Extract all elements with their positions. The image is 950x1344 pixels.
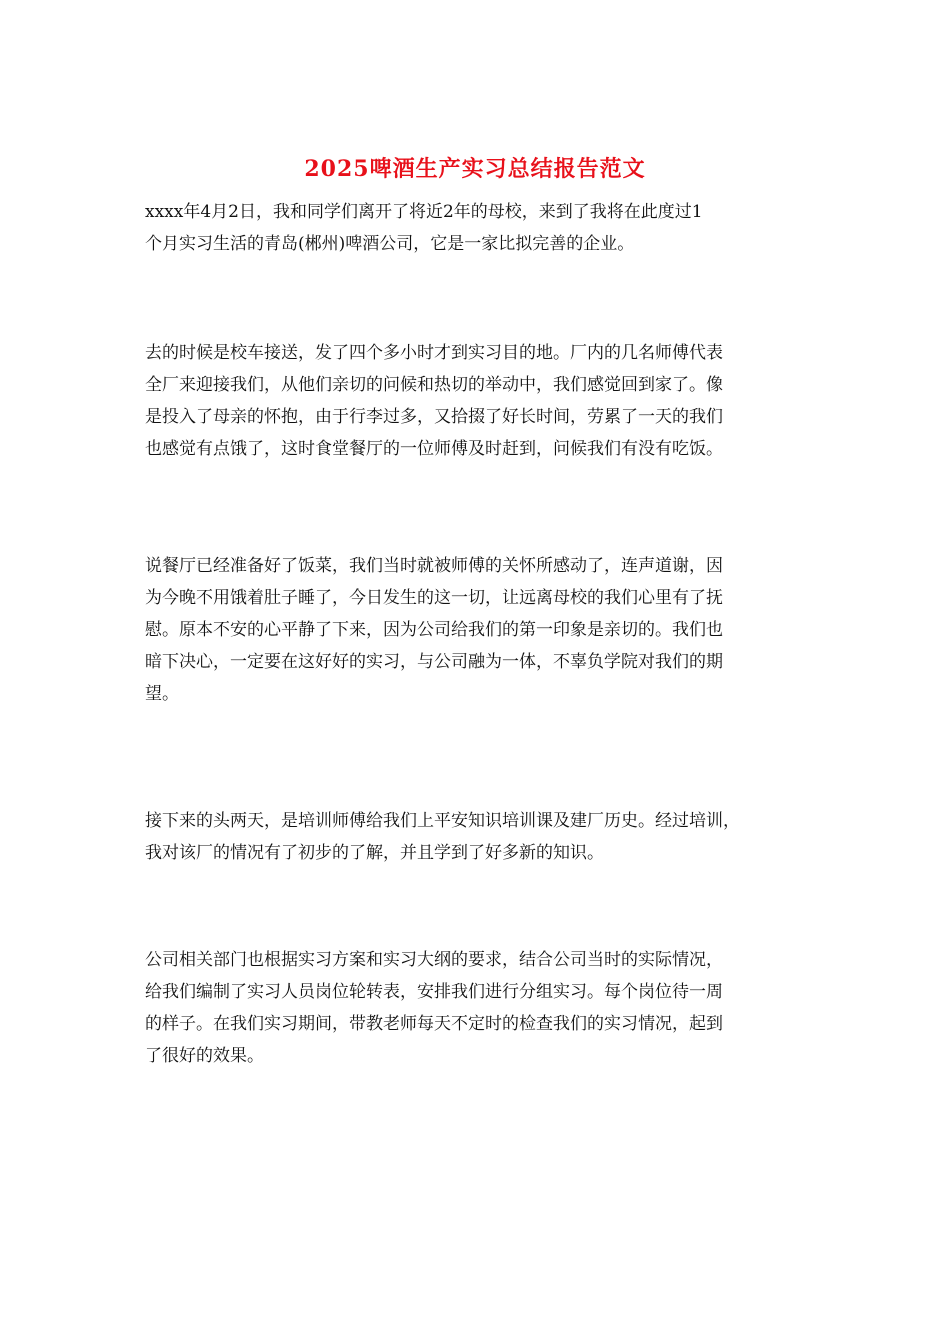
paragraph-4 [145,805,815,869]
paragraph-line: 给我们编制了实习人员岗位轮转表，安排我们进行分组实习。每个岗位待一周 [145,982,723,1002]
document-title: 2025啤酒生产实习总结报告范文 [304,156,646,182]
paragraph-line: 了很好的效果。 [145,1046,264,1066]
paragraph-line: 的样子。在我们实习期间，带教老师每天不定时的检查我们的实习情况，起到 [145,1014,723,1034]
paragraph-line: 慰。原本不安的心平静了下来，因为公司给我们的第一印象是亲切的。我们也 [145,620,723,640]
paragraph-line: xxxx年4月2日，我和同学们离开了将近2年的母校，来到了我将在此度过1 [145,202,703,222]
paragraph-line: 去的时候是校车接送，发了四个多小时才到实习目的地。厂内的几名师傅代表 [145,343,723,363]
paragraph-2 [145,337,815,465]
paragraph-line: 全厂来迎接我们，从他们亲切的问候和热切的举动中，我们感觉回到家了。像 [145,375,723,395]
paragraph-5 [145,944,815,1072]
paragraph-line: 也感觉有点饿了，这时食堂餐厅的一位师傅及时赶到，问候我们有没有吃饭。 [145,439,723,459]
paragraph-line: 接下来的头两天，是培训师傅给我们上平安知识培训课及建厂历史。经过培训， [145,811,740,831]
paragraph-line: 望。 [145,684,179,704]
paragraph-line: 我对该厂的情况有了初步的了解，并且学到了好多新的知识。 [145,843,604,863]
paragraph-line: 个月实习生活的青岛(郴州)啤酒公司，它是一家比拟完善的企业。 [145,234,635,254]
paragraph-1 [145,196,815,260]
paragraph-line: 为今晚不用饿着肚子睡了，今日发生的这一切，让远离母校的我们心里有了抚 [145,588,723,608]
paragraph-line: 说餐厅已经准备好了饭菜，我们当时就被师傅的关怀所感动了，连声道谢，因 [145,556,723,576]
paragraph-line: 暗下决心，一定要在这好好的实习，与公司融为一体，不辜负学院对我们的期 [145,652,723,672]
paragraph-line: 公司相关部门也根据实习方案和实习大纲的要求，结合公司当时的实际情况， [145,950,723,970]
paragraph-3 [145,550,815,710]
paragraph-line: 是投入了母亲的怀抱，由于行李过多，又拾掇了好长时间，劳累了一天的我们 [145,407,723,427]
